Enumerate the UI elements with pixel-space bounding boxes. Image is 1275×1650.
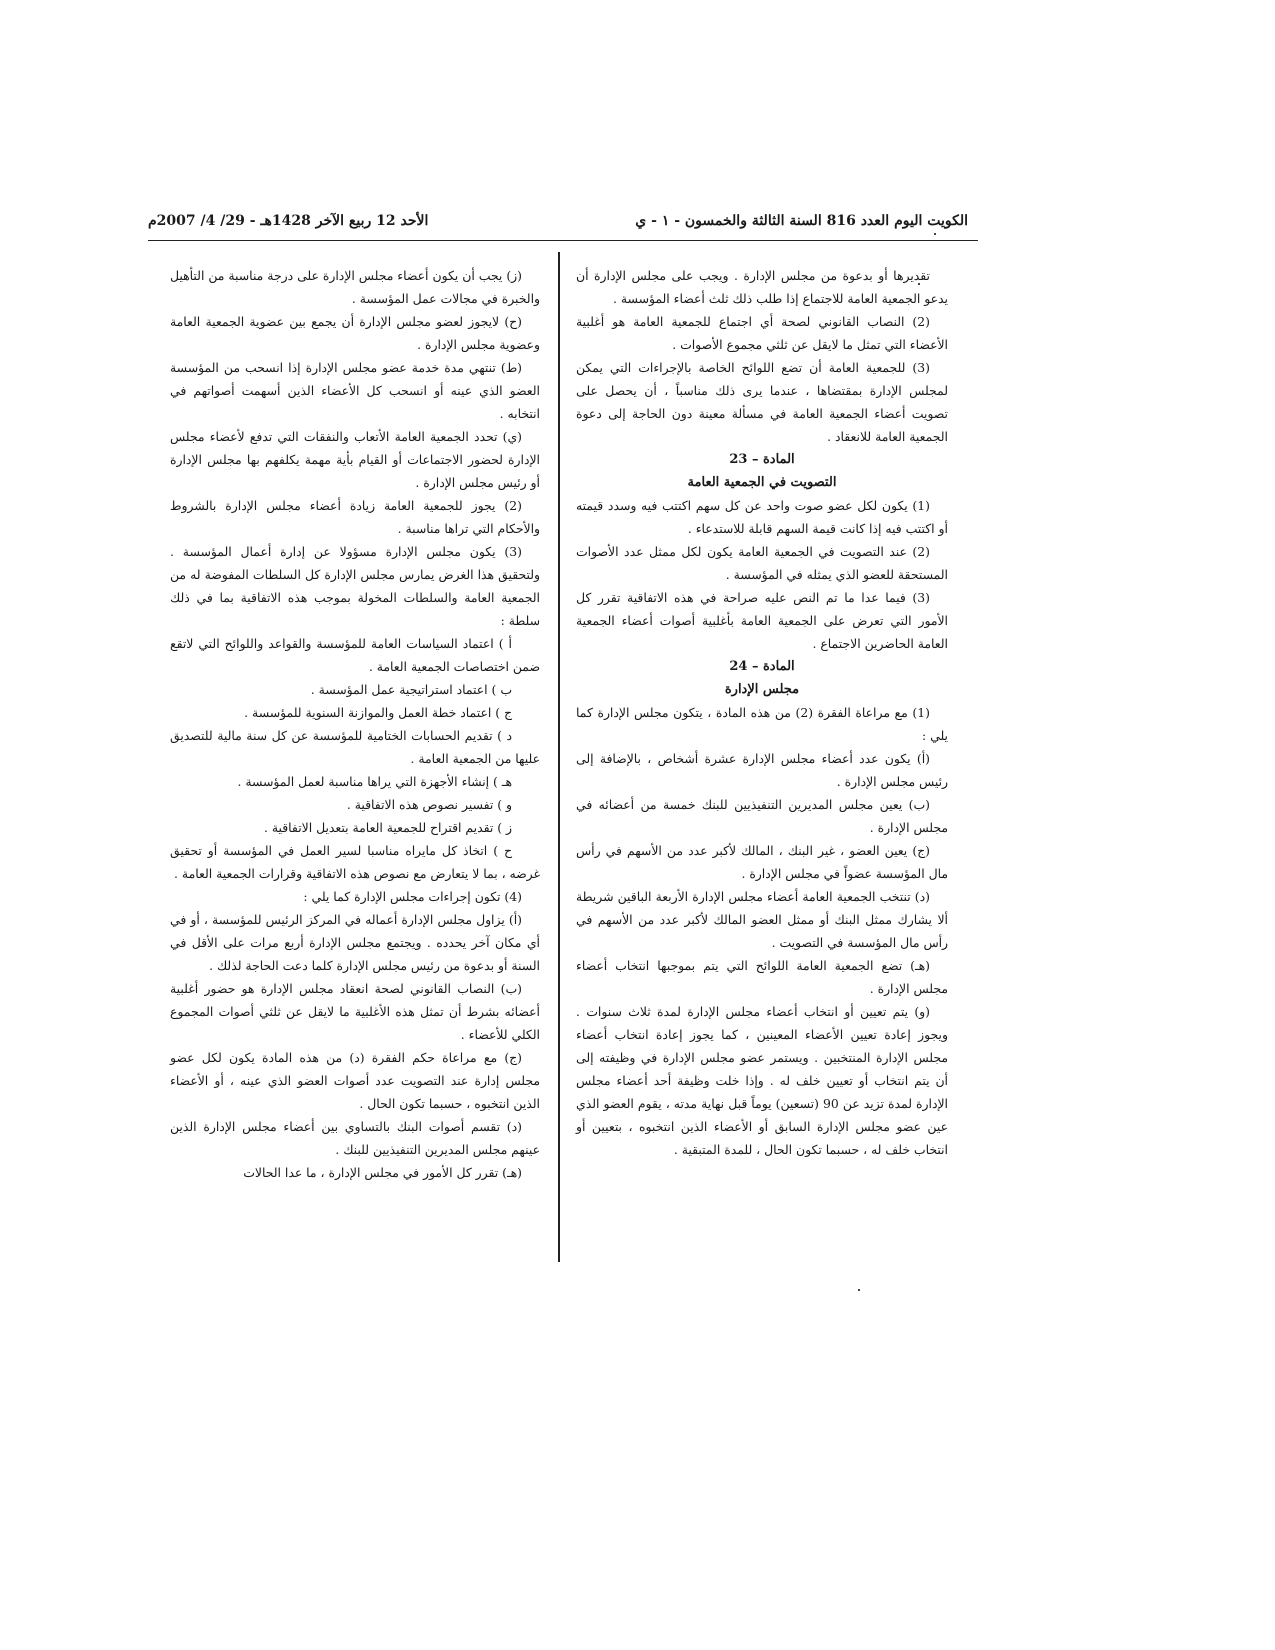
page-header	[148, 210, 968, 242]
paragraph: (3) للجمعية العامة أن تضع اللوائح الخاصة بالإجراءات التي يمكن لمجلس الإدارة بمقتضاها ، عندما يرى ذلك مناسباً ، أن يحصل على تصويت أعضاء الجمعية العامة في مسألة معينة دون الحاجة إلى دعوة الجمعية العامة للانعقاد .	[576, 360, 948, 444]
left-column	[170, 264, 540, 1184]
paragraph: (2) يجوز للجمعية العامة زيادة أعضاء مجلس الإدارة بالشروط والأحكام التي تراها مناسبة .	[170, 498, 540, 536]
list-item: ز ) تقديم اقتراح للجمعية العامة بتعديل الاتفاقية .	[263, 820, 512, 835]
paragraph: (و) يتم تعيين أو انتخاب أعضاء مجلس الإدارة لمدة ثلاث سنوات . ويجوز إعادة تعيين الأعضاء المعينين ، كما يجوز إعادة انتخاب أعضاء مجلس الإدارة المنتخبين . ويستمر عضو مجلس الإدارة في وظيفته إلى أن يتم انتخاب أو تعيين خلف له . وإذا خلت وظيفة أحد أعضاء مجلس الإدارة لمدة تزيد عن 90 (تسعين) يوماً قبل نهاية مدته ، يقوم العضو الذي عين عضو مجلس الإدارة السابق أو الأعضاء الذين انتخبوه ، بتعيين أو انتخاب خلف له ، حسبما تكون الحال ، للمدة المتبقية .	[576, 1004, 948, 1157]
paragraph: (ي) تحدد الجمعية العامة الأتعاب والنفقات التي تدفع لأعضاء مجلس الإدارة لحضور الاجتماعات أو القيام بأية مهمة يكلفهم بها مجلس الإدارة أو رئيس مجلس الإدارة .	[170, 429, 540, 490]
list-item: أ ) اعتماد السياسات العامة للمؤسسة والقواعد واللوائح التي لاتقع ضمن اختصاصات الجمعية العامة .	[170, 636, 540, 674]
paragraph: (د) تنتخب الجمعية العامة أعضاء مجلس الإدارة الأربعة الباقين شريطة ألا يشارك ممثل البنك أو ممثل العضو المالك لأكبر عدد من الأسهم في رأس مال المؤسسة في التصويت .	[576, 889, 948, 950]
paragraph: (ج) مع مراعاة حكم الفقرة (د) من هذه المادة يكون لكل عضو مجلس إدارة عند التصويت عدد أصوات العضو الذي عينه ، أو الأعضاء الذين انتخبوه ، حسبما تكون الحال .	[170, 1050, 540, 1111]
paragraph: (ب) النصاب القانوني لصحة انعقاد مجلس الإدارة هو حضور أغلبية أعضائه بشرط أن تمثل هذه الأغلبية ما لايقل عن ثلثي أصوات المجموع الكلي للأعضاء .	[170, 981, 540, 1042]
paragraph: (3) يكون مجلس الإدارة مسؤولا عن إدارة أعمال المؤسسة . ولتحقيق هذا الغرض يمارس مجلس الإدارة كل السلطات المفوضة له من الجمعية العامة والسلطات المخولة بموجب هذه الاتفاقية بما في ذلك سلطة :	[170, 544, 540, 628]
paragraph: (هـ) تقرر كل الأمور في مجلس الإدارة ، ما عدا الحالات	[243, 1165, 522, 1180]
paragraph: (هـ) تضع الجمعية العامة اللوائح التي يتم بموجبها انتخاب أعضاء مجلس الإدارة .	[576, 958, 948, 996]
right-column	[576, 264, 948, 1161]
paragraph: (ب) يعين مجلس المديرين التنفيذيين للبنك خمسة من أعضائه في مجلس الإدارة .	[576, 797, 948, 835]
paragraph: (2) النصاب القانوني لصحة أي اجتماع للجمعية العامة هو أغلبية الأعضاء التي تمثل ما لايقل عن ثلثي مجموع الأصوات .	[576, 314, 948, 352]
column-divider	[558, 252, 560, 1262]
list-item: و ) تفسير نصوص هذه الاتفاقية .	[346, 797, 512, 812]
paragraph: (د) تقسم أصوات البنك بالتساوي بين أعضاء مجلس الإدارة الذين عينهم مجلس المديرين التنفيذيين للبنك .	[170, 1119, 540, 1157]
paragraph: (ز) يجب أن يكون أعضاء مجلس الإدارة على درجة مناسبة من التأهيل والخبرة في مجالات عمل المؤسسة .	[170, 268, 540, 306]
scan-speck	[858, 1289, 860, 1291]
paragraph: (4) تكون إجراءات مجلس الإدارة كما يلي :	[303, 889, 522, 904]
scan-speck	[934, 233, 936, 235]
list-item: ب ) اعتماد استراتيجية عمل المؤسسة .	[310, 682, 512, 697]
paragraph: (ج) يعين العضو ، غير البنك ، المالك لأكبر عدد من الأسهم في رأس مال المؤسسة عضواً في مجلس الإدارة .	[576, 843, 948, 881]
header-issue-info: الكويت اليوم العدد 816 السنة الثالثة والخمسون - ١ - ي	[635, 213, 968, 229]
article-heading: مجلس الإدارة	[724, 682, 800, 697]
paragraph: تقديرها أو بدعوة من مجلس الإدارة . ويجب على مجلس الإدارة أن يدعو الجمعية العامة للاجتماع إذا طلب ذلك ثلث أعضاء المؤسسة .	[576, 268, 948, 306]
header-rule	[148, 240, 978, 241]
list-item: ج ) اعتماد خطة العمل والموازنة السنوية للمؤسسة .	[244, 705, 512, 720]
paragraph: (2) عند التصويت في الجمعية العامة يكون لكل ممثل عدد الأصوات المستحقة للعضو الذي يمثله في المؤسسة .	[576, 544, 948, 582]
list-item: هـ ) إنشاء الأجهزة التي يراها مناسبة لعمل المؤسسة .	[237, 774, 512, 789]
list-item: د ) تقديم الحسابات الختامية للمؤسسة عن كل سنة مالية للتصديق عليها من الجمعية العامة .	[170, 728, 540, 766]
list-item: ح ) اتخاذ كل مايراه مناسبا لسير العمل في المؤسسة أو تحقيق غرضه ، بما لا يتعارض مع نصوص هذه الاتفاقية وقرارات الجمعية العامة .	[170, 843, 540, 881]
scan-speck	[918, 283, 920, 285]
article-heading: المادة – 23	[729, 452, 795, 467]
article-heading: المادة – 24	[729, 659, 795, 674]
paragraph: (أ) يزاول مجلس الإدارة أعماله في المركز الرئيس للمؤسسة ، أو في أي مكان آخر يحدده . ويجتمع مجلس الإدارة أربع مرات على الأقل في السنة أو بدعوة من رئيس مجلس الإدارة كلما دعت الحاجة لذلك .	[170, 912, 540, 973]
paragraph: (1) يكون لكل عضو صوت واحد عن كل سهم اكتتب فيه وسدد قيمته أو اكتتب فيه إذا كانت قيمة السهم قابلة للاستدعاء .	[576, 498, 948, 536]
header-date: الأحد 12 ربيع الآخر 1428هـ - 29/ 4/ 2007م	[148, 213, 429, 229]
paragraph: (أ) يكون عدد أعضاء مجلس الإدارة عشرة أشخاص ، بالإضافة إلى رئيس مجلس الإدارة .	[576, 751, 948, 789]
paragraph: (ح) لايجوز لعضو مجلس الإدارة أن يجمع بين عضوية الجمعية العامة وعضوية مجلس الإدارة .	[170, 314, 540, 352]
paragraph: (ط) تنتهي مدة خدمة عضو مجلس الإدارة إذا انسحب من المؤسسة العضو الذي عينه أو انسحب كل الأعضاء الذين أسهمت أصواتهم في انتخابه .	[170, 360, 540, 421]
paragraph: (1) مع مراعاة الفقرة (2) من هذه المادة ، يتكون مجلس الإدارة كما يلي :	[576, 705, 948, 743]
paragraph: (3) فيما عدا ما تم النص عليه صراحة في هذه الاتفاقية تقرر كل الأمور التي تعرض على الجمعية العامة بأغلبية أصوات أعضاء الجمعية العامة الحاضرين الاجتماع .	[576, 590, 948, 651]
article-heading: التصويت في الجمعية العامة	[687, 475, 837, 490]
